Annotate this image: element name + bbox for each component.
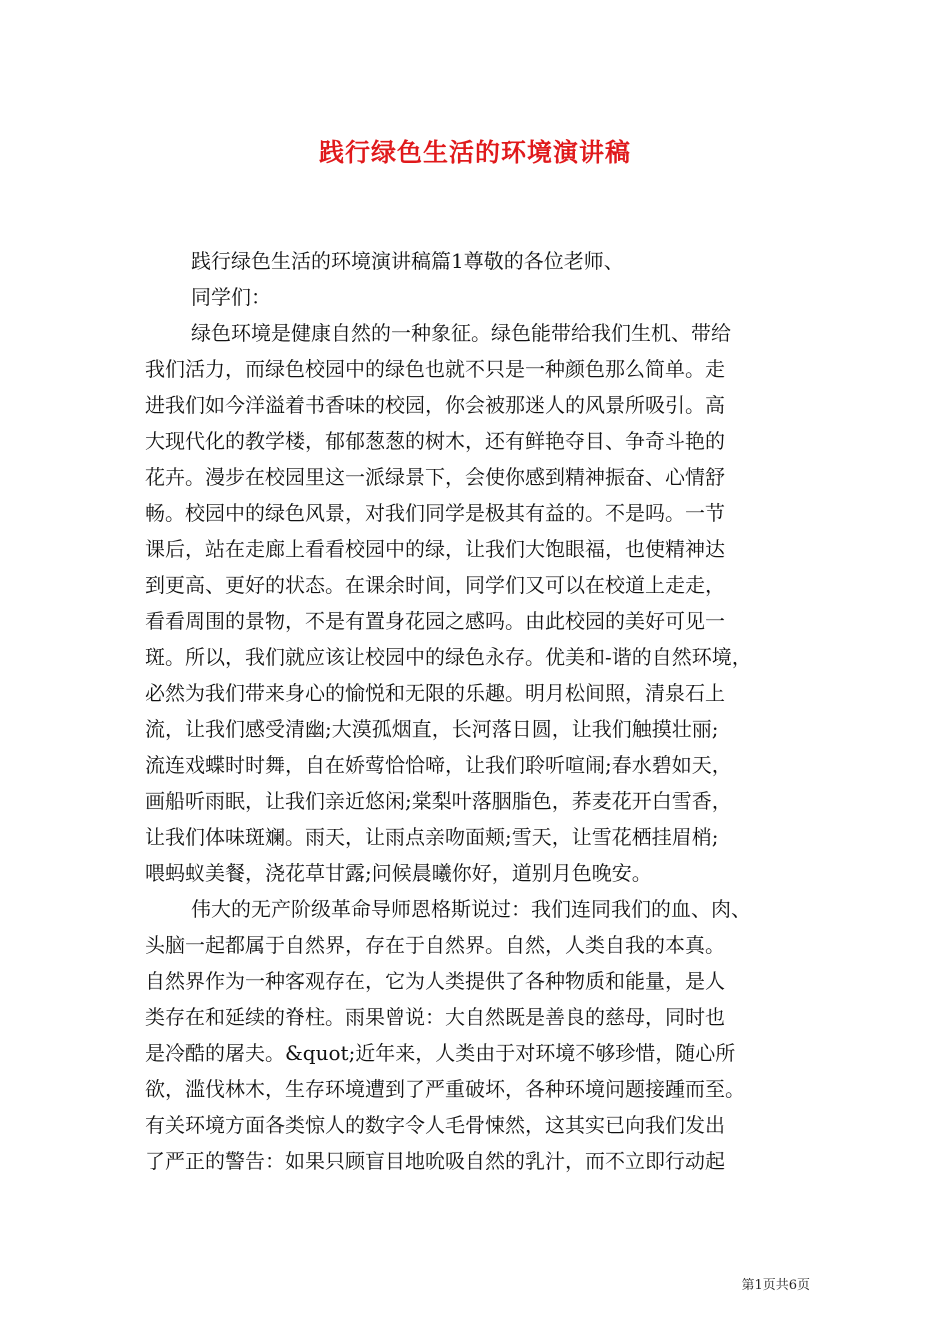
text-line: 到更高、更好的状态。在课余时间，同学们又可以在校道上走走， (145, 573, 725, 597)
text-line: 了严正的警告：如果只顾盲目地吮吸自然的乳汁，而不立即行动起 (145, 1149, 725, 1173)
text-line: 是冷酷的屠夫。&quot;近年来，人类由于对环境不够珍惜，随心所 (145, 1041, 736, 1065)
paragraph (145, 320, 813, 886)
text-line: 同学们： (191, 285, 271, 309)
text-line: 畅。校园中的绿色风景，对我们同学是极其有益的。不是吗。一节 (145, 501, 725, 525)
text-line: 伟大的无产阶级革命导师恩格斯说过：我们连同我们的血、肉、 (191, 897, 751, 921)
paragraph (145, 896, 813, 1174)
text-line: 必然为我们带来身心的愉悦和无限的乐趣。明月松间照，清泉石上 (145, 681, 725, 705)
text-line: 看看周围的景物，不是有置身花园之感吗。由此校园的美好可见一 (145, 609, 725, 633)
text-line: 喂蚂蚁美餐，浇花草甘露;问候晨曦你好，道别月色晚安。 (145, 861, 652, 885)
page-footer: 第1页共6页 (741, 1278, 810, 1293)
text-line: 我们活力，而绿色校园中的绿色也就不只是一种颜色那么简单。走 (145, 357, 725, 381)
text-line: 绿色环境是健康自然的一种象征。绿色能带给我们生机、带给 (191, 321, 731, 345)
text-line: 流，让我们感受清幽;大漠孤烟直，长河落日圆，让我们触摸壮丽; (145, 717, 719, 741)
text-line: 花卉。漫步在校园里这一派绿景下，会使你感到精神振奋、心情舒 (145, 465, 725, 489)
document-body (145, 248, 813, 1184)
text-line: 类存在和延续的脊柱。雨果曾说：大自然既是善良的慈母，同时也 (145, 1005, 725, 1029)
text-line: 有关环境方面各类惊人的数字令人毛骨悚然，这其实已向我们发出 (145, 1113, 725, 1137)
text-line: 践行绿色生活的环境演讲稿篇1尊敬的各位老师、 (191, 249, 624, 273)
text-line: 斑。所以，我们就应该让校园中的绿色永存。优美和-谐的自然环境， (145, 645, 752, 669)
text-line: 进我们如今洋溢着书香味的校园，你会被那迷人的风景所吸引。高 (145, 393, 725, 417)
paragraph (145, 248, 813, 274)
text-line: 课后，站在走廊上看看校园中的绿，让我们大饱眼福，也使精神达 (145, 537, 725, 561)
text-line: 自然界作为一种客观存在，它为人类提供了各种物质和能量，是人 (145, 969, 725, 993)
document-title: 践行绿色生活的环境演讲稿 (318, 138, 631, 167)
paragraph (145, 284, 813, 310)
text-line: 流连戏蝶时时舞，自在娇莺恰恰啼，让我们聆听喧闹;春水碧如天， (145, 753, 732, 777)
text-line: 头脑一起都属于自然界，存在于自然界。自然，人类自我的本真。 (145, 933, 725, 957)
text-line: 画船听雨眠，让我们亲近悠闲;棠梨叶落胭脂色，荞麦花开白雪香， (145, 789, 732, 813)
text-line: 欲，滥伐林木，生存环境遭到了严重破坏，各种环境问题接踵而至。 (145, 1077, 745, 1101)
text-line: 大现代化的教学楼，郁郁葱葱的树木，还有鲜艳夺目、争奇斗艳的 (145, 429, 725, 453)
text-line: 让我们体味斑斓。雨天，让雨点亲吻面颊;雪天，让雪花栖挂眉梢; (145, 825, 719, 849)
